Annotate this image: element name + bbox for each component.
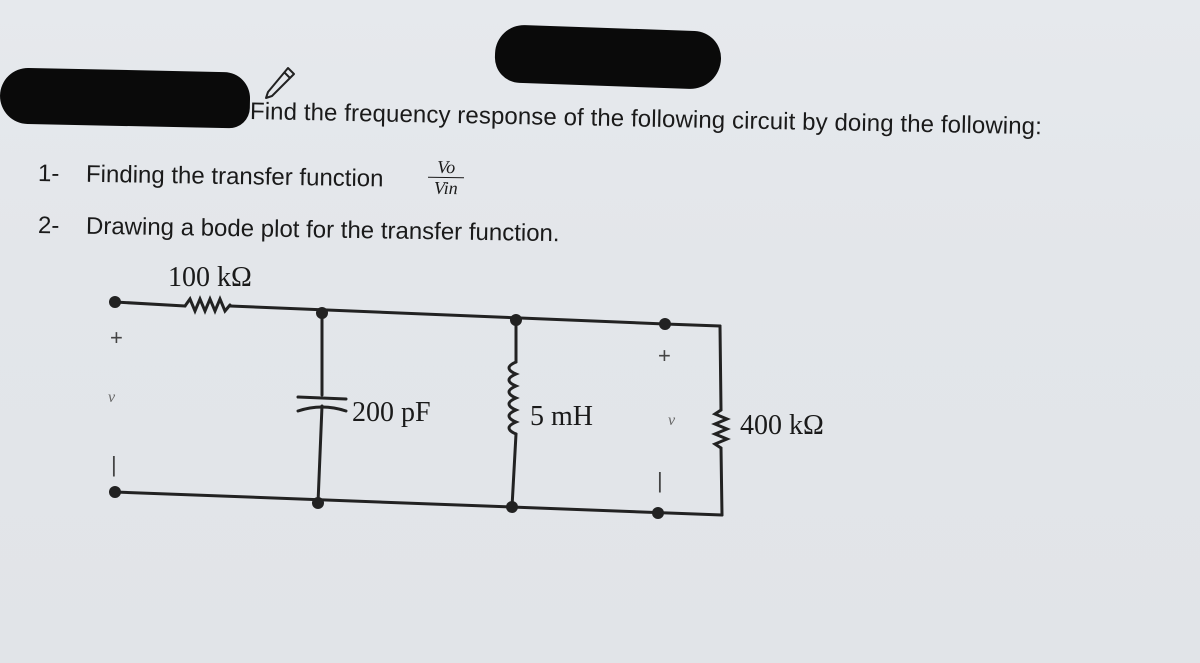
step-1-text: Finding the transfer function <box>85 160 384 193</box>
problem-title: Find the frequency response of the following circuit by doing the following: <box>249 98 1043 141</box>
capacitor-lead-bottom <box>318 406 322 503</box>
series-resistor-label: 100 kΩ <box>168 262 252 293</box>
right-wire-upper <box>720 326 721 410</box>
inductor-lead-bottom <box>512 434 516 507</box>
node-capacitor-top <box>316 307 328 319</box>
node-capacitor-bottom <box>312 497 324 509</box>
capacitor-plate-top <box>298 397 346 399</box>
output-voltage-label: v <box>668 412 676 429</box>
node-inductor-bottom <box>506 501 518 513</box>
output-minus-sign: | <box>657 468 663 493</box>
load-resistor-label: 400 kΩ <box>740 410 824 441</box>
input-terminal-bottom <box>109 486 121 498</box>
right-wire-lower <box>721 448 722 515</box>
top-wire-2 <box>230 306 665 324</box>
load-resistor-symbol <box>715 410 727 448</box>
step-1-number: 1- <box>37 160 60 188</box>
step-2-text: Drawing a bode plot for the transfer function. <box>85 212 560 248</box>
inductor-coil <box>509 362 516 434</box>
node-inductor-top <box>510 314 522 326</box>
output-terminal-bottom <box>652 507 664 519</box>
input-plus-sign: + <box>110 325 123 350</box>
series-resistor-symbol <box>185 299 230 311</box>
top-wire <box>115 302 185 306</box>
input-voltage-label: v <box>108 389 116 406</box>
input-minus-sign: | <box>111 452 117 477</box>
step-2-number: 2- <box>37 212 60 240</box>
input-terminal-top <box>109 296 121 308</box>
bottom-wire <box>115 492 722 515</box>
capacitor-label: 200 pF <box>352 397 431 428</box>
fraction-denominator: Vin <box>433 177 458 199</box>
fraction-numerator: Vo <box>428 158 464 179</box>
output-plus-sign: + <box>658 343 671 368</box>
top-wire-3 <box>665 324 720 326</box>
output-terminal-top <box>659 318 671 330</box>
inductor-label: 5 mH <box>530 401 593 432</box>
